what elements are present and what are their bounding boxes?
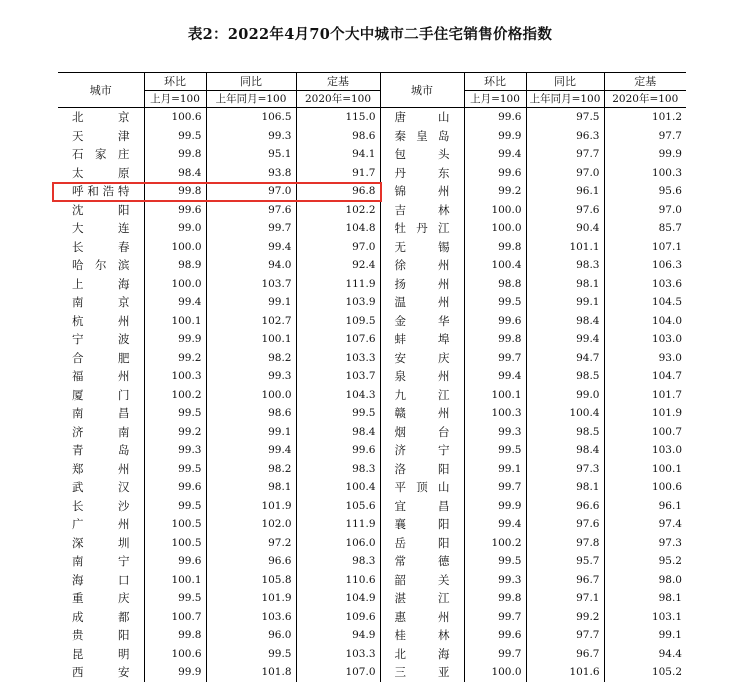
left-tongbi-cell: 93.8 <box>206 164 296 183</box>
table-row <box>58 386 686 405</box>
table-row <box>58 256 686 275</box>
right-huanbi-cell: 99.6 <box>464 626 526 645</box>
left-huanbi-cell: 100.5 <box>144 534 206 553</box>
right-tongbi-cell: 97.0 <box>526 164 604 183</box>
header-tongbi-sub-left: 上年同月=100 <box>206 91 296 108</box>
right-huanbi-cell: 99.6 <box>464 108 526 127</box>
right-city-cell: 韶 关 <box>380 571 464 590</box>
right-huanbi-cell: 99.7 <box>464 349 526 368</box>
right-huanbi-cell: 98.8 <box>464 275 526 294</box>
right-dingji-cell: 98.1 <box>604 589 686 608</box>
right-huanbi-cell: 100.0 <box>464 219 526 238</box>
right-tongbi-cell: 97.1 <box>526 589 604 608</box>
right-city-cell: 平顶山 <box>380 478 464 497</box>
left-tongbi-cell: 94.0 <box>206 256 296 275</box>
left-tongbi-cell: 99.5 <box>206 645 296 664</box>
right-tongbi-cell: 90.4 <box>526 219 604 238</box>
left-city-cell: 西 安 <box>72 665 130 679</box>
left-dingji-cell: 94.1 <box>296 145 380 164</box>
left-tongbi-cell: 106.5 <box>206 108 296 127</box>
table-row <box>58 534 686 553</box>
right-city-cell: 秦皇岛 <box>380 127 464 146</box>
right-tongbi-cell: 101.6 <box>526 663 604 682</box>
left-city-cell: 太 原 <box>72 165 130 180</box>
right-dingji-cell: 93.0 <box>604 349 686 368</box>
left-city-cell: 成 都 <box>72 609 130 624</box>
table-row <box>58 626 686 645</box>
right-tongbi-cell: 99.4 <box>526 330 604 349</box>
right-tongbi-cell: 96.7 <box>526 571 604 590</box>
table-row <box>58 238 686 257</box>
right-city-cell: 襄 阳 <box>380 515 464 534</box>
header-dingji-left: 定基 <box>296 73 380 91</box>
table-body <box>58 108 686 682</box>
left-city-cell: 福 州 <box>72 369 130 383</box>
table-row <box>58 478 686 497</box>
right-city-cell: 吉 林 <box>380 201 464 220</box>
right-city-cell: 温 州 <box>380 293 464 312</box>
left-city-cell: 济 南 <box>72 424 130 439</box>
left-city-cell: 南 京 <box>72 295 130 309</box>
left-dingji-cell: 104.9 <box>296 589 380 608</box>
right-dingji-cell: 95.2 <box>604 552 686 571</box>
right-tongbi-cell: 97.6 <box>526 515 604 534</box>
header-huanbi-sub-right: 上月=100 <box>464 91 526 108</box>
left-city-cell: 天 津 <box>72 128 130 143</box>
left-city-cell: 沈 阳 <box>72 202 130 217</box>
right-huanbi-cell: 99.6 <box>464 164 526 183</box>
left-huanbi-cell: 99.5 <box>144 404 206 423</box>
left-dingji-cell: 109.6 <box>296 608 380 627</box>
left-dingji-cell: 103.7 <box>296 367 380 386</box>
left-city-cell: 石家庄 <box>72 147 130 161</box>
right-tongbi-cell: 98.1 <box>526 275 604 294</box>
left-huanbi-cell: 99.2 <box>144 349 206 368</box>
right-huanbi-cell: 99.4 <box>464 145 526 164</box>
right-city-cell: 北 海 <box>380 645 464 664</box>
table-row <box>58 589 686 608</box>
right-tongbi-cell: 99.1 <box>526 293 604 312</box>
left-city-cell: 青 岛 <box>72 443 130 457</box>
right-dingji-cell: 103.6 <box>604 275 686 294</box>
right-dingji-cell: 100.1 <box>604 460 686 479</box>
header-tongbi-sub-right: 上年同月=100 <box>526 91 604 108</box>
right-dingji-cell: 97.4 <box>604 515 686 534</box>
left-tongbi-cell: 97.6 <box>206 201 296 220</box>
price-index-table <box>58 72 686 682</box>
left-city-cell: 南 宁 <box>72 554 130 568</box>
right-dingji-cell: 98.0 <box>604 571 686 590</box>
table-row <box>58 423 686 442</box>
right-dingji-cell: 97.3 <box>604 534 686 553</box>
left-dingji-cell: 110.6 <box>296 571 380 590</box>
left-huanbi-cell: 99.0 <box>144 219 206 238</box>
left-tongbi-cell: 100.1 <box>206 330 296 349</box>
right-city-cell: 安 庆 <box>380 349 464 368</box>
right-city-cell: 济 宁 <box>380 441 464 460</box>
right-dingji-cell: 101.7 <box>604 386 686 405</box>
right-huanbi-cell: 99.7 <box>464 608 526 627</box>
left-huanbi-cell: 98.4 <box>144 164 206 183</box>
left-city-cell: 杭 州 <box>72 313 130 328</box>
right-huanbi-cell: 99.4 <box>464 515 526 534</box>
table-row <box>58 497 686 516</box>
right-city-cell: 常 德 <box>380 552 464 571</box>
table-row <box>58 349 686 368</box>
right-dingji-cell: 106.3 <box>604 256 686 275</box>
right-dingji-cell: 99.9 <box>604 145 686 164</box>
right-dingji-cell: 100.7 <box>604 423 686 442</box>
right-huanbi-cell: 99.5 <box>464 441 526 460</box>
left-dingji-cell: 103.9 <box>296 293 380 312</box>
header-tongbi-left: 同比 <box>206 73 296 91</box>
left-tongbi-cell: 99.4 <box>206 441 296 460</box>
right-dingji-cell: 103.1 <box>604 608 686 627</box>
table-row <box>58 663 686 682</box>
right-tongbi-cell: 98.4 <box>526 441 604 460</box>
left-huanbi-cell: 99.5 <box>144 127 206 146</box>
header-dingji-sub-left: 2020年=100 <box>296 91 380 108</box>
left-huanbi-cell: 99.6 <box>144 478 206 497</box>
left-huanbi-cell: 99.5 <box>144 460 206 479</box>
left-huanbi-cell: 98.9 <box>144 256 206 275</box>
left-tongbi-cell: 98.2 <box>206 460 296 479</box>
right-tongbi-cell: 98.4 <box>526 312 604 331</box>
left-dingji-cell: 100.4 <box>296 478 380 497</box>
left-dingji-cell: 99.5 <box>296 404 380 423</box>
left-dingji-cell: 91.7 <box>296 164 380 183</box>
header-dingji-sub-right: 2020年=100 <box>604 91 686 108</box>
left-tongbi-cell: 99.4 <box>206 238 296 257</box>
right-tongbi-cell: 99.2 <box>526 608 604 627</box>
left-dingji-cell: 96.8 <box>296 182 380 201</box>
right-huanbi-cell: 99.5 <box>464 293 526 312</box>
left-city-cell: 武 汉 <box>72 480 130 494</box>
right-dingji-cell: 97.0 <box>604 201 686 220</box>
left-dingji-cell: 98.3 <box>296 552 380 571</box>
left-dingji-cell: 104.3 <box>296 386 380 405</box>
left-tongbi-cell: 99.1 <box>206 423 296 442</box>
left-tongbi-cell: 99.1 <box>206 293 296 312</box>
left-huanbi-cell: 99.9 <box>144 330 206 349</box>
right-dingji-cell: 94.4 <box>604 645 686 664</box>
table-row <box>58 201 686 220</box>
left-huanbi-cell: 100.7 <box>144 608 206 627</box>
right-tongbi-cell: 97.8 <box>526 534 604 553</box>
right-dingji-cell: 101.2 <box>604 108 686 127</box>
table-row <box>58 275 686 294</box>
right-tongbi-cell: 96.7 <box>526 645 604 664</box>
left-city-cell: 上 海 <box>72 276 130 291</box>
left-dingji-cell: 103.3 <box>296 645 380 664</box>
right-huanbi-cell: 99.9 <box>464 497 526 516</box>
header-dingji-right: 定基 <box>604 73 686 91</box>
left-tongbi-cell: 97.2 <box>206 534 296 553</box>
right-city-cell: 宜 昌 <box>380 497 464 516</box>
right-city-cell: 桂 林 <box>380 626 464 645</box>
left-city-cell: 海 口 <box>72 572 130 587</box>
right-tongbi-cell: 97.7 <box>526 626 604 645</box>
header-city-right: 城市 <box>380 73 464 108</box>
right-city-cell: 金 华 <box>380 312 464 331</box>
right-huanbi-cell: 99.1 <box>464 460 526 479</box>
right-dingji-cell: 103.0 <box>604 441 686 460</box>
right-huanbi-cell: 99.8 <box>464 238 526 257</box>
left-tongbi-cell: 98.1 <box>206 478 296 497</box>
left-dingji-cell: 103.3 <box>296 349 380 368</box>
header-huanbi-left: 环比 <box>144 73 206 91</box>
right-dingji-cell: 99.1 <box>604 626 686 645</box>
left-huanbi-cell: 100.0 <box>144 238 206 257</box>
left-huanbi-cell: 99.3 <box>144 441 206 460</box>
left-tongbi-cell: 99.3 <box>206 367 296 386</box>
table-row <box>58 404 686 423</box>
right-city-cell: 赣 州 <box>380 404 464 423</box>
left-dingji-cell: 102.2 <box>296 201 380 220</box>
left-huanbi-cell: 99.5 <box>144 497 206 516</box>
right-huanbi-cell: 99.4 <box>464 367 526 386</box>
left-city-cell: 重 庆 <box>72 591 130 605</box>
left-dingji-cell: 109.5 <box>296 312 380 331</box>
right-dingji-cell: 104.5 <box>604 293 686 312</box>
right-city-cell: 丹 东 <box>380 164 464 183</box>
right-dingji-cell: 100.3 <box>604 164 686 183</box>
right-huanbi-cell: 100.2 <box>464 534 526 553</box>
right-huanbi-cell: 100.4 <box>464 256 526 275</box>
header-huanbi-sub-left: 上月=100 <box>144 91 206 108</box>
left-tongbi-cell: 101.8 <box>206 663 296 682</box>
table-row <box>58 182 686 201</box>
table-row <box>58 552 686 571</box>
right-tongbi-cell: 96.3 <box>526 127 604 146</box>
right-huanbi-cell: 100.3 <box>464 404 526 423</box>
left-dingji-cell: 98.3 <box>296 460 380 479</box>
table-row <box>58 571 686 590</box>
left-city-cell: 深 圳 <box>72 535 130 550</box>
right-huanbi-cell: 100.0 <box>464 663 526 682</box>
left-tongbi-cell: 102.0 <box>206 515 296 534</box>
right-dingji-cell: 97.7 <box>604 127 686 146</box>
right-dingji-cell: 100.6 <box>604 478 686 497</box>
table-row <box>58 515 686 534</box>
left-huanbi-cell: 100.6 <box>144 108 206 127</box>
right-tongbi-cell: 96.1 <box>526 182 604 201</box>
right-huanbi-cell: 99.8 <box>464 589 526 608</box>
right-tongbi-cell: 99.0 <box>526 386 604 405</box>
table-row <box>58 441 686 460</box>
left-city-cell: 合 肥 <box>72 350 130 365</box>
right-city-cell: 唐 山 <box>380 108 464 127</box>
right-huanbi-cell: 99.8 <box>464 330 526 349</box>
right-dingji-cell: 104.0 <box>604 312 686 331</box>
right-dingji-cell: 95.6 <box>604 182 686 201</box>
left-tongbi-cell: 99.7 <box>206 219 296 238</box>
left-tongbi-cell: 105.8 <box>206 571 296 590</box>
right-huanbi-cell: 99.3 <box>464 423 526 442</box>
right-city-cell: 徐 州 <box>380 256 464 275</box>
right-tongbi-cell: 98.3 <box>526 256 604 275</box>
left-huanbi-cell: 99.6 <box>144 201 206 220</box>
table-row <box>58 293 686 312</box>
left-city-cell: 昆 明 <box>72 646 130 661</box>
left-tongbi-cell: 96.0 <box>206 626 296 645</box>
right-huanbi-cell: 100.0 <box>464 201 526 220</box>
left-city-cell: 长 春 <box>72 239 130 254</box>
left-dingji-cell: 111.9 <box>296 515 380 534</box>
table-row <box>58 145 686 164</box>
right-dingji-cell: 104.7 <box>604 367 686 386</box>
right-dingji-cell: 103.0 <box>604 330 686 349</box>
right-tongbi-cell: 97.3 <box>526 460 604 479</box>
left-huanbi-cell: 100.1 <box>144 571 206 590</box>
left-dingji-cell: 99.6 <box>296 441 380 460</box>
right-huanbi-cell: 99.7 <box>464 478 526 497</box>
table-row <box>58 312 686 331</box>
table-row <box>58 164 686 183</box>
left-huanbi-cell: 100.6 <box>144 645 206 664</box>
left-tongbi-cell: 96.6 <box>206 552 296 571</box>
left-huanbi-cell: 99.5 <box>144 589 206 608</box>
left-city-cell: 北 京 <box>72 110 130 124</box>
right-city-cell: 烟 台 <box>380 423 464 442</box>
left-huanbi-cell: 100.1 <box>144 312 206 331</box>
left-dingji-cell: 111.9 <box>296 275 380 294</box>
left-tongbi-cell: 99.3 <box>206 127 296 146</box>
right-city-cell: 九 江 <box>380 386 464 405</box>
right-dingji-cell: 85.7 <box>604 219 686 238</box>
left-huanbi-cell: 99.8 <box>144 626 206 645</box>
table-row <box>58 127 686 146</box>
right-city-cell: 扬 州 <box>380 275 464 294</box>
right-tongbi-cell: 94.7 <box>526 349 604 368</box>
right-tongbi-cell: 100.4 <box>526 404 604 423</box>
table-row <box>58 645 686 664</box>
right-city-cell: 岳 阳 <box>380 534 464 553</box>
right-city-cell: 洛 阳 <box>380 460 464 479</box>
left-tongbi-cell: 97.0 <box>206 182 296 201</box>
left-dingji-cell: 105.6 <box>296 497 380 516</box>
table-row <box>58 219 686 238</box>
left-city-cell: 宁 波 <box>72 332 130 346</box>
left-dingji-cell: 107.6 <box>296 330 380 349</box>
left-city-cell: 长 沙 <box>72 498 130 513</box>
left-dingji-cell: 98.4 <box>296 423 380 442</box>
left-city-cell: 贵 阳 <box>72 628 130 642</box>
left-dingji-cell: 107.0 <box>296 663 380 682</box>
table-row <box>58 460 686 479</box>
left-city-cell: 厦 门 <box>72 387 130 402</box>
page-title: 表2：2022年4月70个大中城市二手住宅销售价格指数 <box>187 26 553 43</box>
left-huanbi-cell: 99.4 <box>144 293 206 312</box>
table-row <box>58 608 686 627</box>
left-huanbi-cell: 99.2 <box>144 423 206 442</box>
right-city-cell: 牡丹江 <box>380 219 464 238</box>
right-tongbi-cell: 98.5 <box>526 367 604 386</box>
right-tongbi-cell: 97.7 <box>526 145 604 164</box>
left-huanbi-cell: 99.8 <box>144 182 206 201</box>
table-row <box>58 108 686 127</box>
left-huanbi-cell: 100.3 <box>144 367 206 386</box>
right-city-cell: 湛 江 <box>380 589 464 608</box>
left-dingji-cell: 94.9 <box>296 626 380 645</box>
left-city-cell: 哈尔滨 <box>72 258 130 272</box>
left-huanbi-cell: 100.2 <box>144 386 206 405</box>
left-dingji-cell: 106.0 <box>296 534 380 553</box>
left-dingji-cell: 92.4 <box>296 256 380 275</box>
right-city-cell: 惠 州 <box>380 608 464 627</box>
left-tongbi-cell: 101.9 <box>206 497 296 516</box>
right-tongbi-cell: 101.1 <box>526 238 604 257</box>
right-huanbi-cell: 99.7 <box>464 645 526 664</box>
left-tongbi-cell: 95.1 <box>206 145 296 164</box>
right-tongbi-cell: 98.1 <box>526 478 604 497</box>
left-city-cell: 郑 州 <box>72 461 130 476</box>
left-city-cell: 呼和浩特 <box>72 184 130 198</box>
table-row <box>58 330 686 349</box>
right-tongbi-cell: 97.6 <box>526 201 604 220</box>
header-city-left: 城市 <box>58 73 144 108</box>
right-tongbi-cell: 98.5 <box>526 423 604 442</box>
left-huanbi-cell: 100.5 <box>144 515 206 534</box>
left-dingji-cell: 97.0 <box>296 238 380 257</box>
right-dingji-cell: 105.2 <box>604 663 686 682</box>
right-tongbi-cell: 97.5 <box>526 108 604 127</box>
right-city-cell: 三 亚 <box>380 663 464 682</box>
right-dingji-cell: 107.1 <box>604 238 686 257</box>
left-tongbi-cell: 98.2 <box>206 349 296 368</box>
left-dingji-cell: 104.8 <box>296 219 380 238</box>
left-city-cell: 广 州 <box>72 517 130 531</box>
left-tongbi-cell: 100.0 <box>206 386 296 405</box>
table-row <box>58 367 686 386</box>
left-huanbi-cell: 100.0 <box>144 275 206 294</box>
left-tongbi-cell: 103.6 <box>206 608 296 627</box>
right-city-cell: 泉 州 <box>380 367 464 386</box>
left-city-cell: 南 昌 <box>72 406 130 420</box>
right-huanbi-cell: 99.5 <box>464 552 526 571</box>
left-dingji-cell: 115.0 <box>296 108 380 127</box>
left-huanbi-cell: 99.8 <box>144 145 206 164</box>
right-huanbi-cell: 99.9 <box>464 127 526 146</box>
left-huanbi-cell: 99.9 <box>144 663 206 682</box>
left-city-cell: 大 连 <box>72 221 130 235</box>
left-tongbi-cell: 103.7 <box>206 275 296 294</box>
left-dingji-cell: 98.6 <box>296 127 380 146</box>
right-city-cell: 锦 州 <box>380 182 464 201</box>
header-tongbi-right: 同比 <box>526 73 604 91</box>
right-huanbi-cell: 99.3 <box>464 571 526 590</box>
right-tongbi-cell: 95.7 <box>526 552 604 571</box>
right-city-cell: 蚌 埠 <box>380 330 464 349</box>
left-tongbi-cell: 102.7 <box>206 312 296 331</box>
right-huanbi-cell: 99.6 <box>464 312 526 331</box>
right-city-cell: 包 头 <box>380 145 464 164</box>
right-tongbi-cell: 96.6 <box>526 497 604 516</box>
left-tongbi-cell: 101.9 <box>206 589 296 608</box>
right-huanbi-cell: 99.2 <box>464 182 526 201</box>
left-huanbi-cell: 99.6 <box>144 552 206 571</box>
right-city-cell: 无 锡 <box>380 238 464 257</box>
left-tongbi-cell: 98.6 <box>206 404 296 423</box>
right-huanbi-cell: 100.1 <box>464 386 526 405</box>
right-dingji-cell: 101.9 <box>604 404 686 423</box>
right-dingji-cell: 96.1 <box>604 497 686 516</box>
header-huanbi-right: 环比 <box>464 73 526 91</box>
